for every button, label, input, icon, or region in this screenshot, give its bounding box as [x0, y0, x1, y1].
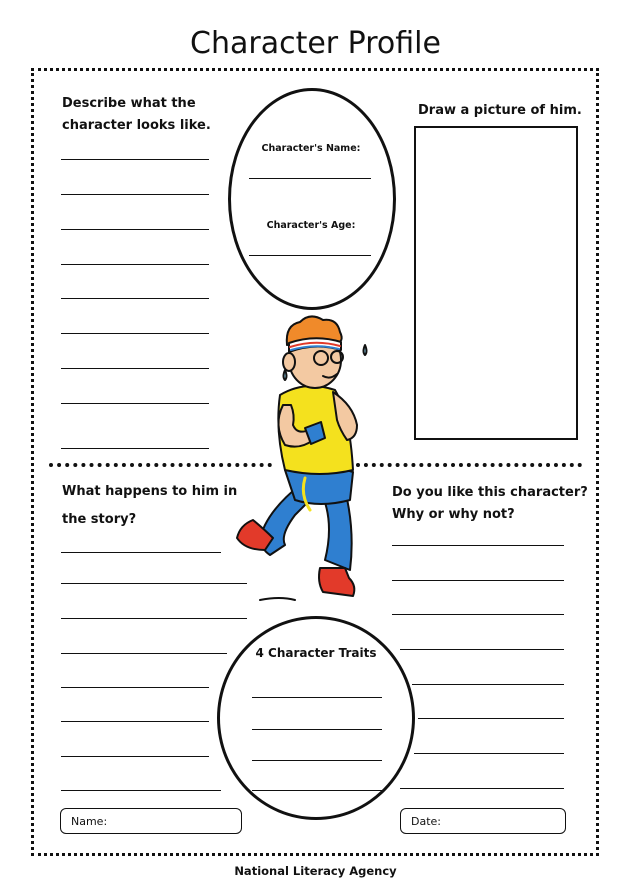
- writing-line[interactable]: [61, 790, 221, 791]
- traits-label: 4 Character Traits: [255, 646, 377, 660]
- name-age-oval: [228, 88, 396, 310]
- writing-line[interactable]: [61, 194, 209, 195]
- picture-prompt: Draw a picture of him.: [418, 103, 582, 118]
- trait-line[interactable]: [252, 697, 382, 698]
- like-prompt: [392, 482, 588, 526]
- worksheet-title: Character Profile: [190, 26, 441, 61]
- writing-line[interactable]: [61, 264, 209, 265]
- writing-line[interactable]: [61, 653, 227, 654]
- trait-line[interactable]: [252, 760, 382, 761]
- writing-line[interactable]: [414, 753, 564, 754]
- writing-line[interactable]: [61, 448, 209, 449]
- character-name-label: Character's Name:: [261, 143, 361, 154]
- like-prompt-line1: Do you like this character?: [392, 485, 588, 500]
- writing-line[interactable]: [61, 552, 221, 553]
- writing-line[interactable]: [61, 403, 209, 404]
- trait-line[interactable]: [252, 790, 382, 791]
- character-age-label: Character's Age:: [266, 220, 356, 231]
- writing-line[interactable]: [61, 687, 209, 688]
- date-field[interactable]: [400, 808, 566, 834]
- writing-line[interactable]: [392, 580, 564, 581]
- running-boy-illustration: [225, 310, 395, 610]
- writing-line[interactable]: [61, 368, 209, 369]
- footer-credit: National Literacy Agency: [234, 864, 397, 878]
- drawing-box[interactable]: [414, 126, 578, 440]
- looks-prompt-line1: Describe what the: [62, 96, 196, 111]
- writing-line[interactable]: [400, 649, 564, 650]
- writing-line[interactable]: [418, 718, 564, 719]
- looks-prompt-line2: character looks like.: [62, 118, 211, 133]
- writing-line[interactable]: [61, 159, 209, 160]
- writing-line[interactable]: [61, 721, 209, 722]
- name-field[interactable]: [60, 808, 242, 834]
- happens-prompt-line2: the story?: [62, 512, 137, 527]
- writing-line[interactable]: [61, 756, 209, 757]
- writing-line[interactable]: [412, 684, 564, 685]
- writing-line[interactable]: [61, 583, 247, 584]
- character-name-line[interactable]: [249, 178, 371, 179]
- writing-line[interactable]: [61, 333, 209, 334]
- trait-line[interactable]: [252, 729, 382, 730]
- writing-line[interactable]: [392, 545, 564, 546]
- writing-line[interactable]: [392, 614, 564, 615]
- like-prompt-line2: Why or why not?: [392, 507, 515, 522]
- writing-line[interactable]: [61, 618, 247, 619]
- character-age-line[interactable]: [249, 255, 371, 256]
- happens-prompt-line1: What happens to him in: [62, 484, 238, 499]
- happens-prompt: [62, 478, 237, 534]
- writing-line[interactable]: [400, 788, 564, 789]
- name-field-label: Name:: [71, 815, 108, 828]
- writing-line[interactable]: [61, 298, 209, 299]
- writing-line[interactable]: [61, 229, 209, 230]
- date-field-label: Date:: [411, 815, 441, 828]
- looks-prompt: [62, 93, 211, 137]
